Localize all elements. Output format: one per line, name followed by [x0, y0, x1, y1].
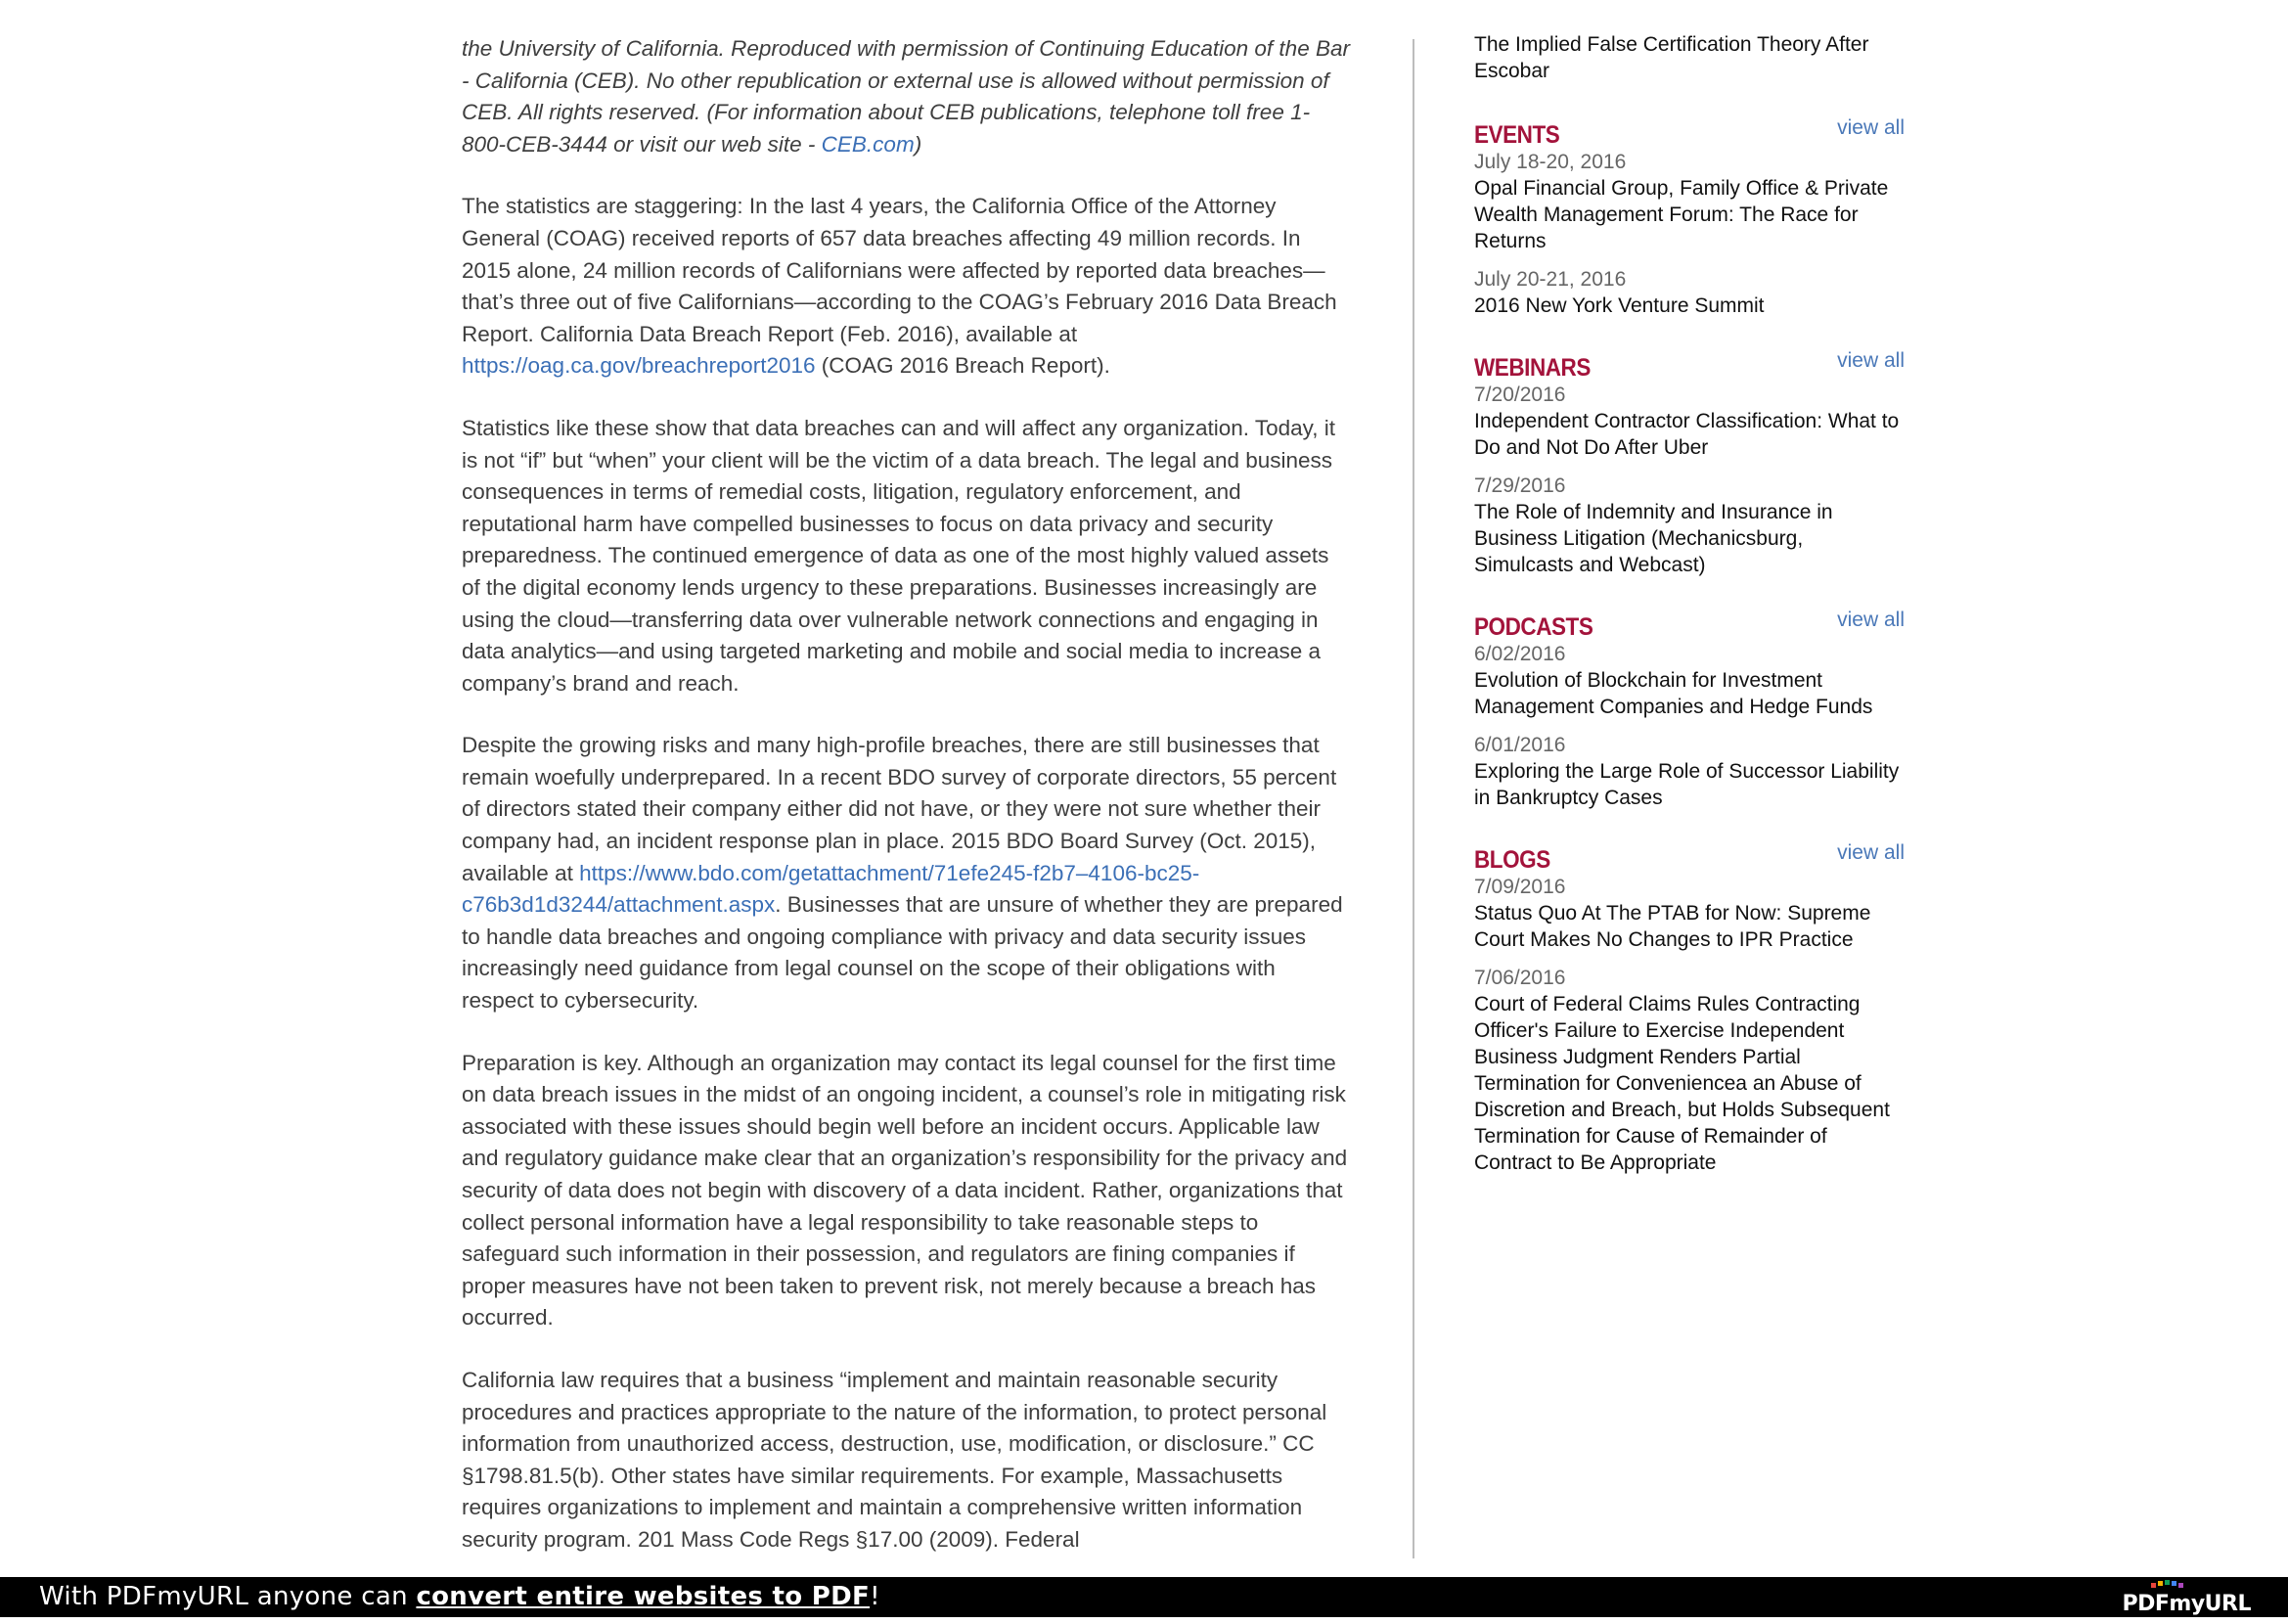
article-text: Despite the growing risks and many high-profile breaches, there are still businesses that remain woefully underprepared. In a recent BDO survey of corporate directors, 55 percent of directors stated their company either did not have, or they were not sure whether their company had, an incident response plan in place. 2015 BDO Board Survey (Oct. 2015), available at: [462, 733, 1337, 885]
sidebar-list-item: [1474, 149, 1905, 254]
item-title-link[interactable]: Opal Financial Group, Family Office & Private Wealth Management Forum: The Race for Returns: [1474, 177, 1889, 252]
convert-websites-link[interactable]: convert entire websites to PDF: [416, 1582, 871, 1611]
item-date: 6/02/2016: [1474, 643, 1566, 665]
section-header: [1474, 841, 1905, 874]
item-date: 7/06/2016: [1474, 967, 1566, 989]
article-link[interactable]: https://oag.ca.gov/breachreport2016: [462, 353, 816, 379]
sidebar-section-events: [1474, 116, 1905, 319]
article-paragraph: [462, 730, 1352, 1016]
section-title: PODCASTS: [1474, 613, 1593, 641]
article-text: Preparation is key. Although an organization may contact its legal counsel for the first time on data breach issues in the midst of an ongoing incident, a counsel’s role in mitigating risk associated with these issues should begin well before an incident occurs. Applicable law and regulatory guidance make clear that an organization’s responsibility for the privacy and security of data does not begin with discovery of a data incident. Rather, organizations that collect personal information have a legal responsibility to take reasonable steps to safeguard such information in their possession, and regulators are fining companies if proper measures have not been taken to prevent risk, not merely because a breach has occurred.: [462, 1050, 1348, 1331]
item-title-link[interactable]: 2016 New York Venture Summit: [1474, 294, 1765, 317]
sidebar: [1474, 31, 1905, 1209]
item-date: 6/01/2016: [1474, 734, 1566, 756]
item-date: July 18-20, 2016: [1474, 151, 1627, 173]
sidebar-top-article-link[interactable]: The Implied False Certification Theory After Escobar: [1474, 33, 1869, 82]
view-all-webinars-link[interactable]: view all: [1837, 349, 1905, 372]
sidebar-list-item: [1474, 732, 1905, 811]
pdfmyurl-banner: [0, 1577, 2288, 1617]
item-title-link[interactable]: Court of Federal Claims Rules Contracting Officer's Failure to Exercise Independent Business Judgment Renders Partial Termination for Conveniencea an Abuse of Discretion and Breach, but Holds Subsequent Termination for Cause of Remainder of Contract to Be Appropriate: [1474, 993, 1890, 1174]
view-all-podcasts-link[interactable]: view all: [1837, 609, 1905, 631]
sidebar-list-item: [1474, 266, 1905, 319]
article-text: ): [914, 131, 922, 157]
sidebar-section-webinars: [1474, 349, 1905, 578]
article-text: The statistics are staggering: In the last 4 years, the California Office of the Attorney General (COAG) received reports of 657 data breaches affecting 49 million records. In 2015 alone, 24 million records of Californians were affected by reported data breaches—that’s three out of five Californians—according to the COAG’s February 2016 Data Breach Report. California Data Breach Report (Feb. 2016), available at: [462, 194, 1337, 346]
article-paragraph: [462, 1048, 1352, 1334]
sidebar-section-podcasts: [1474, 611, 1905, 811]
sidebar-list-item: [1474, 473, 1905, 578]
article-text: (COAG 2016 Breach Report).: [815, 353, 1110, 379]
pdfmyurl-logo[interactable]: [2122, 1581, 2251, 1614]
article-text: . Businesses that are unsure of whether they are prepared to handle data breaches and ongoing compliance with privacy and data security issues increasingly need guidance from legal counsel on the scope of their obligations with respect to cybersecurity.: [462, 892, 1343, 1014]
article-paragraph: [462, 33, 1352, 160]
sidebar-list-item: [1474, 965, 1905, 1176]
item-date: 7/20/2016: [1474, 383, 1566, 406]
item-title-link[interactable]: Status Quo At The PTAB for Now: Supreme Court Makes No Changes to IPR Practice: [1474, 902, 1871, 951]
column-divider: [1413, 39, 1414, 1558]
sidebar-list-item: [1474, 874, 1905, 953]
section-header: [1474, 611, 1905, 641]
sidebar-list-item: [1474, 641, 1905, 720]
article-text: Statistics like these show that data breaches can and will affect any organization. Today, it is not “if” but “when” your client will be the victim of a data breach. The legal and business consequences in terms of remedial costs, litigation, regulatory enforcement, and reputational harm have compelled businesses to focus on data privacy and security preparedness. The continued emergence of data as one of the most highly valued assets of the digital economy lends urgency to these preparations. Businesses increasingly are using the cloud—transferring data over vulnerable network connections and engaging in data analytics—and using targeted marketing and mobile and social media to increase a company’s brand and reach.: [462, 415, 1336, 696]
article-link[interactable]: https://www.bdo.com/getattachment/71efe245-f2b7–4106-bc25-c76b3d1d3244/attachment.aspx: [462, 860, 1200, 918]
article-paragraph: [462, 413, 1352, 699]
article-link[interactable]: CEB.com: [821, 131, 915, 157]
article-paragraph: [462, 191, 1352, 383]
item-title-link[interactable]: Evolution of Blockchain for Investment Management Companies and Hedge Funds: [1474, 669, 1873, 718]
article-text: the University of California. Reproduced with permission of Continuing Education of the Bar - California (CEB). No other republication or external use is allowed without permission of CEB. All rights reserved. (For information about CEB publications, telephone toll free 1-800-CEB-3444 or visit our web site -: [462, 36, 1350, 157]
section-header: [1474, 349, 1905, 382]
section-header: [1474, 116, 1905, 149]
banner-text-after: !: [870, 1582, 880, 1611]
section-title: BLOGS: [1474, 846, 1550, 874]
view-all-events-link[interactable]: view all: [1837, 116, 1905, 139]
section-title: EVENTS: [1474, 121, 1560, 149]
item-date: 7/09/2016: [1474, 876, 1566, 898]
item-title-link[interactable]: Independent Contractor Classification: What to Do and Not Do After Uber: [1474, 410, 1900, 459]
pdfmyurl-logo-text: PDFmyURL: [2122, 1591, 2251, 1616]
item-title-link[interactable]: The Role of Indemnity and Insurance in Business Litigation (Mechanicsburg, Simulcasts and Webcast): [1474, 501, 1833, 576]
view-all-blogs-link[interactable]: view all: [1837, 841, 1905, 864]
sidebar-list-item: [1474, 382, 1905, 461]
article-text: California law requires that a business “implement and maintain reasonable security procedures and practices appropriate to the nature of the information, to protect personal information from unauthorized access, destruction, use, modification, or disclosure.” CC §1798.81.5(b). Other states have similar requirements. For example, Massachusetts requires organizations to implement and maintain a comprehensive written information security program. 201 Mass Code Regs §17.00 (2009). Federal: [462, 1367, 1327, 1552]
item-title-link[interactable]: Exploring the Large Role of Successor Liability in Bankruptcy Cases: [1474, 760, 1900, 809]
banner-text-before: With PDFmyURL anyone can: [39, 1582, 417, 1611]
article-body: [462, 33, 1352, 1587]
item-date: July 20-21, 2016: [1474, 268, 1627, 291]
sidebar-sections: [1474, 116, 1905, 1176]
section-title: WEBINARS: [1474, 354, 1591, 382]
sidebar-section-blogs: [1474, 841, 1905, 1176]
item-date: 7/29/2016: [1474, 474, 1566, 497]
article-paragraph: [462, 1365, 1352, 1556]
banner-text: [39, 1577, 880, 1617]
